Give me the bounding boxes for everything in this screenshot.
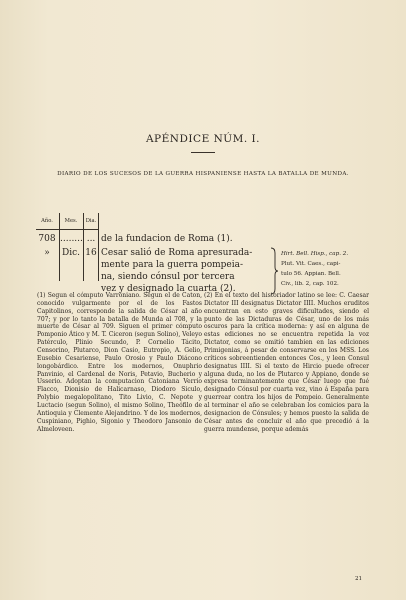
row2-line-1: Cesar salió de Roma apresurada- <box>101 248 253 258</box>
row1-ano: 708 <box>38 234 56 244</box>
row1-dia: ... <box>86 234 96 244</box>
brace-icon <box>268 247 280 295</box>
footnote-1 <box>37 292 202 433</box>
side-note-1: Hirt. Bell. Hisp., cap. 2. <box>281 251 349 257</box>
row2-dia: 16 <box>85 248 97 258</box>
footnote-1-text: (1) Segun el cómputo Varroniano. Segun el de Caton, conocido vulgarmente por el de los Fastos Capitolinos, corresponde la salida de César al año 707; y por lo tanto la batalla de Munda al 708, y la muerte de César al 709. Siguen el primer cómputo Pomponio Ático y M. T. Ciceron (segun Solino), Veleyo Patérculo, Plinio Secundo, P. Cornelio Tácito, Censorino, Plutarco, Dion Casio, Eutropio, A. Gelio, Eusebio Cesariense, Paulo Orosio y Paulo Diácono longobárdico. Entre los modernos, Onuphrio Panvinio, el Cardenal de Noris, Petavio, Bucherio y Usserio. Adoptan la computacion Catoniana Verrio Flacco, Dionisio de Halicarnaso, Diodoro Siculo, Polybio megalopolitano, Tito Livio, C. Nepote y Luctacio (segun Solino), el mismo Solino, Theófilo de Antioquia y Clemente Alejandrino. Y de los modernos, Cuspiniano, Pighio, Sigonio y Theodoro Jansonio de Almeloveen. <box>37 292 202 433</box>
row2-mes: Dic. <box>62 248 80 258</box>
side-note-2: Plut. Vit. Caes., capi- <box>281 261 341 267</box>
header-ano: Año. <box>41 218 53 224</box>
row2-line-4: vez y designado la cuarta (2). <box>101 284 236 294</box>
appendix-title: APÉNDICE NÚM. I. <box>145 133 261 145</box>
footnote-2 <box>204 292 369 433</box>
row1-text: de la fundacion de Roma (1). <box>101 234 233 244</box>
footnote-2-text: (2) En el texto del historiador latino se lee: C. Caesar Dictator III designatus Dictator IIII. Muchos eruditos encuentran en esto graves dificultades, siendo el punto de las Dictaduras de César, uno de los más oscuros para la crítica moderna: y así en alguna de estas ediciones no se encuentra repetida la voz Dictator, como se omitió tambien en las ediciones Primigenias, á pesar de conservarse en los MSS. Los críticos sobreentienden entonces Cos., y leen Consul designatus IIII. Si el texto de Hircio puede ofrecer alguna duda, no los de Plutarco y Appiano, donde se expresa terminantemente que César luego que fué designado Cónsul por cuarta vez, vino á España para guerrear contra los hijos de Pompeio. Generalmente al terminar el año se celebraban los comicios para la designacion de Cónsules; y hemos puesto la salida de César antes de concluir el año que precedió á la guerra mundense, porque además <box>204 292 369 433</box>
side-note-4: Civ., lib. 2, cap. 102. <box>281 281 339 287</box>
side-note-3: tulo 56. Appian. Bell. <box>281 271 341 277</box>
header-mes: Mes. <box>64 218 78 224</box>
page-number: 21 <box>355 576 363 582</box>
column-rule-3 <box>98 213 99 281</box>
row2-ano: » <box>44 248 50 258</box>
row2-line-2: mente para la guerra pompeia- <box>101 260 244 270</box>
header-dia: Dia. <box>85 218 97 224</box>
row2-line-3: na, siendo cónsul por tercera <box>101 272 235 282</box>
row1-mes: ........ <box>60 234 83 244</box>
header-rule <box>36 229 98 230</box>
title-rule <box>191 152 215 153</box>
subtitle: DIARIO DE LOS SUCESOS DE LA GUERRA HISPANIENSE HASTA LA BATALLA DE MUNDA. <box>57 171 349 177</box>
